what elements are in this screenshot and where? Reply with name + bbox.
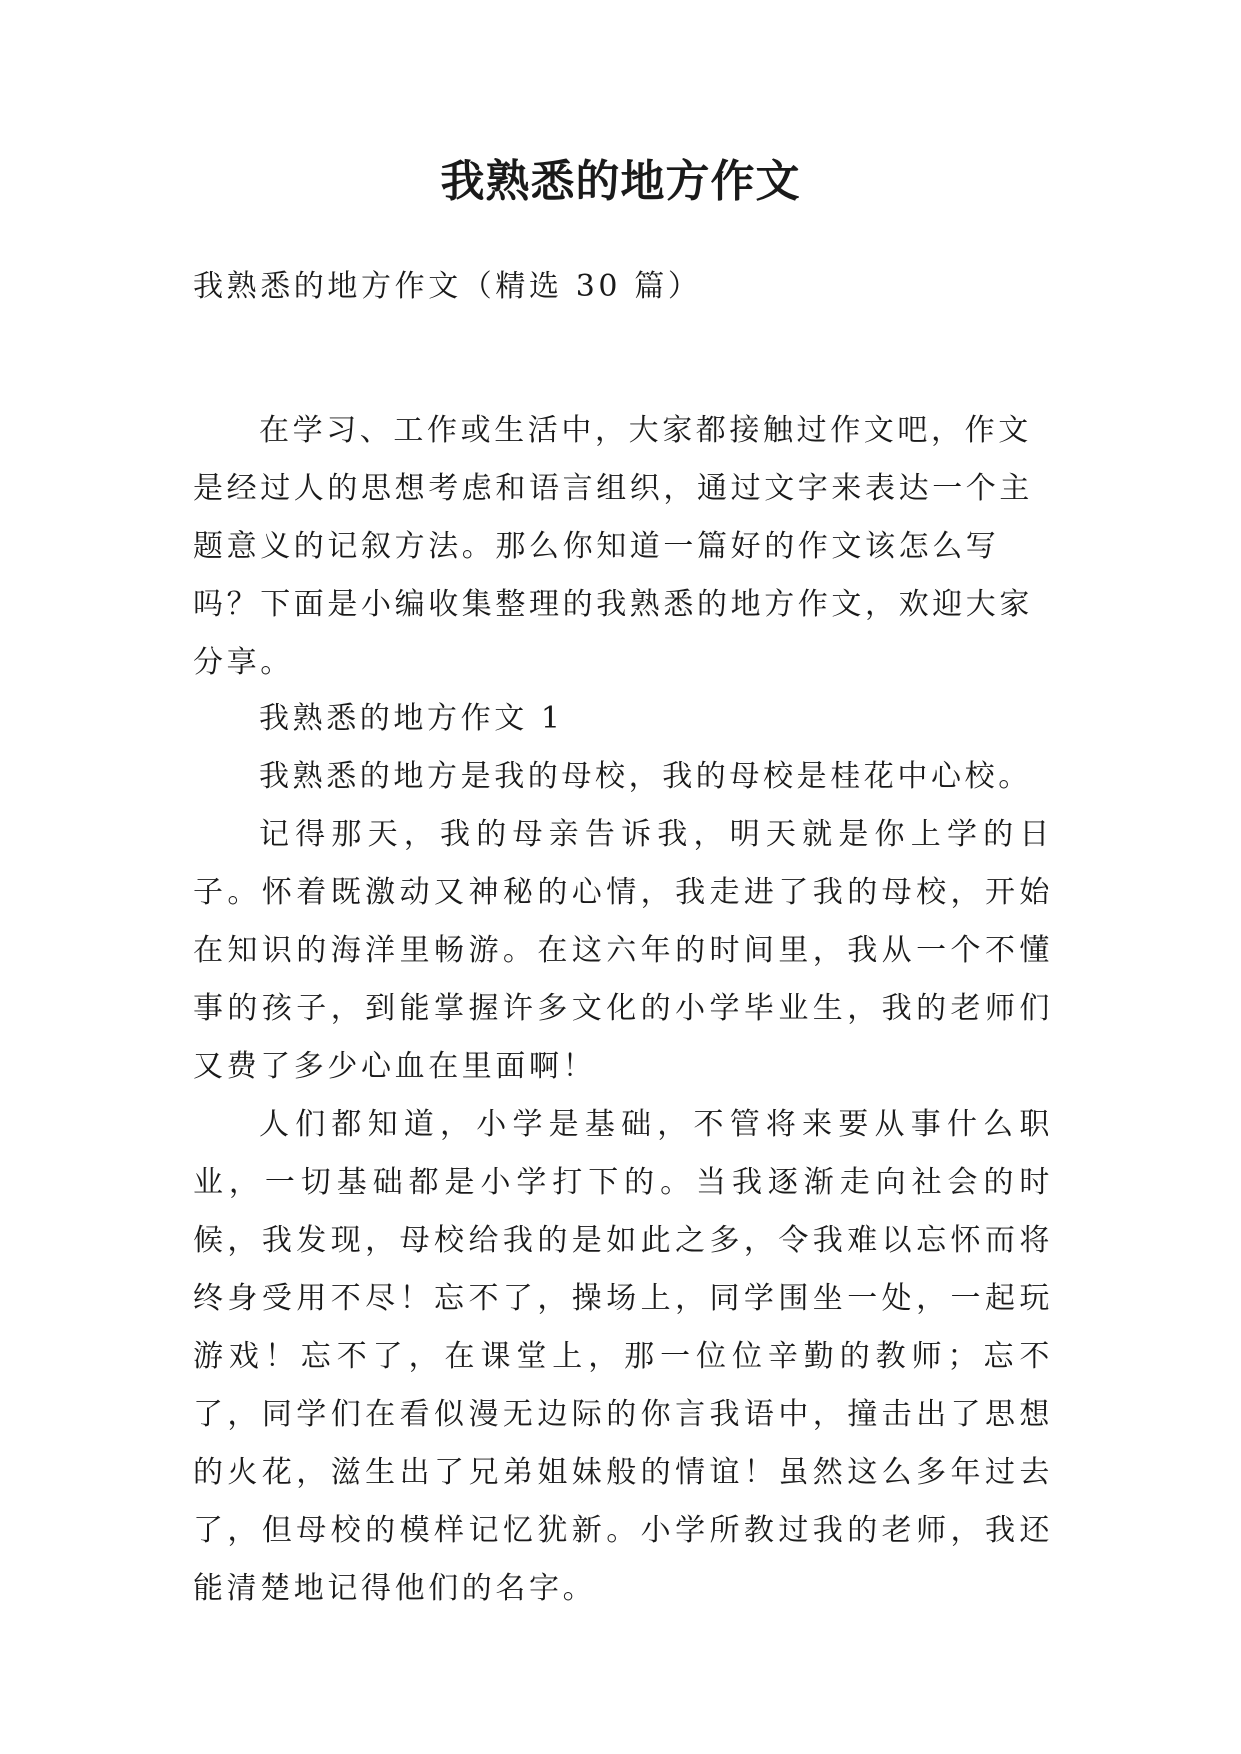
essay-body [193, 690, 1053, 1618]
document-title: 我熟悉的地方作文 [440, 156, 801, 207]
intro-paragraph: 在学习、工作或生活中，大家都接触过作文吧，作文是经过人的思想考虑和语言组织，通过文字来表达一个主题意义的记叙方法。那么你知道一篇好的作文该怎么写吗？下面是小编收集整理的我熟悉的地方作文，欢迎大家分享。 [193, 413, 1033, 680]
body-paragraph: 我熟悉的地方是我的母校，我的母校是桂花中心校。 [259, 759, 1032, 794]
body-paragraph: 人们都知道，小学是基础，不管将来要从事什么职业，一切基础都是小学打下的。当我逐渐走向社会的时候，我发现，母校给我的是如此之多，令我难以忘怀而将终身受用不尽！忘不了，操场上，同学围坐一处，一起玩游戏！忘不了，在课堂上，那一位位辛勤的教师；忘不了，同学们在看似漫无边际的你言我语中，撞击出了思想的火花，滋生出了兄弟姐妹般的情谊！虽然这么多年过去了，但母校的模样记忆犹新。小学所教过我的老师，我还能清楚地记得他们的名字。 [193, 1107, 1053, 1606]
body-paragraph: 记得那天，我的母亲告诉我，明天就是你上学的日子。怀着既激动又神秘的心情，我走进了我的母校，开始在知识的海洋里畅游。在这六年的时间里，我从一个不懂事的孩子，到能掌握许多文化的小学毕业生，我的老师们又费了多少心血在里面啊！ [193, 817, 1053, 1084]
document-subtitle: 我熟悉的地方作文（精选 30 篇） [193, 269, 702, 304]
section-heading: 我熟悉的地方作文 1 [259, 701, 564, 736]
